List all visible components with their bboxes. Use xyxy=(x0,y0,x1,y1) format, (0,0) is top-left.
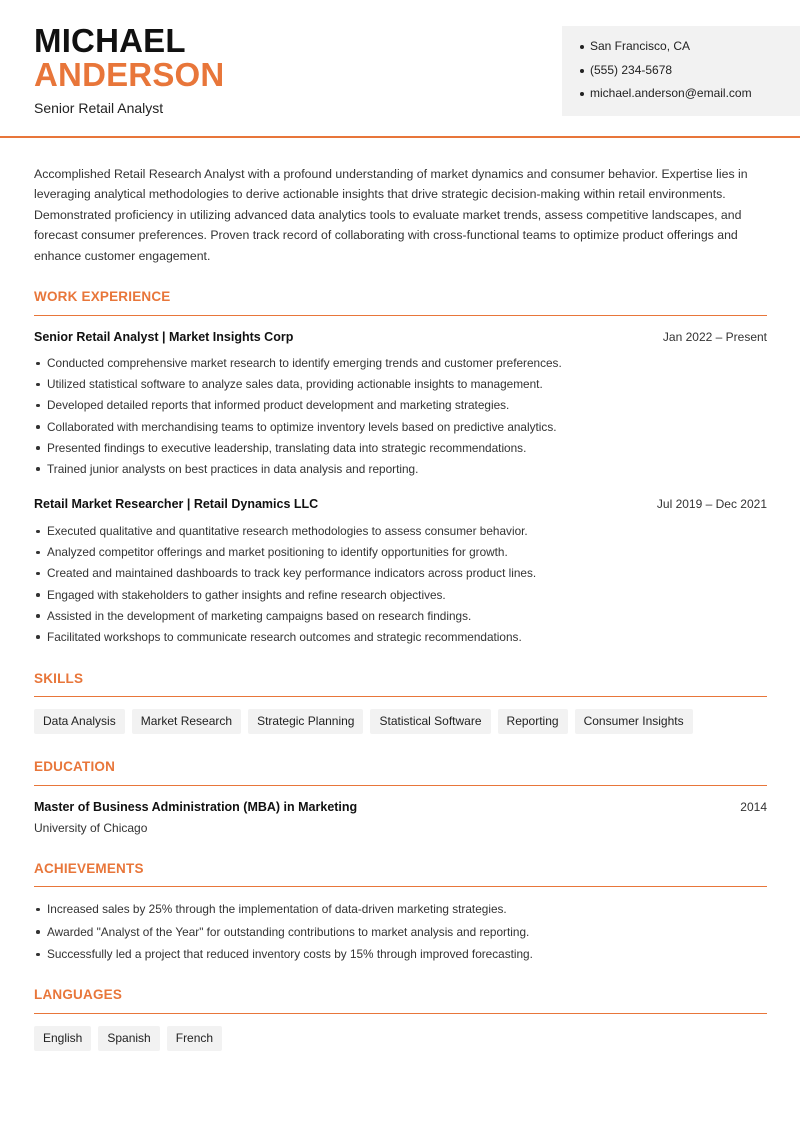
skill-chip: Statistical Software xyxy=(370,709,490,734)
section-divider xyxy=(34,785,767,786)
language-chip: French xyxy=(167,1026,222,1051)
list-item: Utilized statistical software to analyze sales data, providing actionable insights to management. xyxy=(34,376,767,397)
job-dates: Jul 2019 – Dec 2021 xyxy=(656,497,767,511)
last-name: ANDERSON xyxy=(34,56,225,93)
job-header xyxy=(34,497,767,511)
skill-chip: Market Research xyxy=(132,709,241,734)
section-divider xyxy=(34,886,767,887)
achievements-list xyxy=(34,901,767,969)
list-item: Analyzed competitor offerings and market positioning to identify opportunities for growth. xyxy=(34,544,767,565)
list-item: Successfully led a project that reduced inventory costs by 15% through improved forecasting. xyxy=(34,946,767,969)
section-title-skills: SKILLS xyxy=(34,671,84,686)
job-role: Senior Retail Analyst | Market Insights Corp xyxy=(34,330,294,344)
job-bullets xyxy=(34,523,767,650)
education-year: 2014 xyxy=(740,800,767,814)
job-dates: Jan 2022 – Present xyxy=(662,330,767,344)
list-item: Trained junior analysts on best practices in data analysis and reporting. xyxy=(34,461,767,482)
skill-chip: Consumer Insights xyxy=(575,709,693,734)
list-item: Facilitated workshops to communicate research outcomes and strategic recommendations. xyxy=(34,629,767,650)
list-item: Engaged with stakeholders to gather insights and refine research objectives. xyxy=(34,587,767,608)
list-item: Created and maintained dashboards to track key performance indicators across product lines. xyxy=(34,565,767,586)
education-school: University of Chicago xyxy=(34,821,148,835)
language-chip: Spanish xyxy=(98,1026,159,1051)
list-item: Assisted in the development of marketing campaigns based on research findings. xyxy=(34,608,767,629)
section-title-work-experience: WORK EXPERIENCE xyxy=(34,289,171,304)
resume-header xyxy=(0,0,800,138)
section-divider xyxy=(34,315,767,316)
first-name: MICHAEL xyxy=(34,22,186,59)
contact-email[interactable]: michael.anderson@email.com xyxy=(580,85,800,109)
skill-chip: Data Analysis xyxy=(34,709,125,734)
list-item: Collaborated with merchandising teams to optimize inventory levels based on predictive analytics. xyxy=(34,419,767,440)
education-degree: Master of Business Administration (MBA) in Marketing xyxy=(34,800,358,814)
section-divider xyxy=(34,696,767,697)
language-chip: English xyxy=(34,1026,91,1051)
section-title-education: EDUCATION xyxy=(34,759,116,774)
list-item: Increased sales by 25% through the implementation of data-driven marketing strategies. xyxy=(34,901,767,924)
list-item: Conducted comprehensive market research to identify emerging trends and customer preferences. xyxy=(34,355,767,376)
languages-list xyxy=(34,1026,222,1051)
contact-box xyxy=(562,26,800,116)
section-divider xyxy=(34,1013,767,1014)
job-role: Retail Market Researcher | Retail Dynamics LLC xyxy=(34,497,319,511)
skills-list xyxy=(34,709,693,734)
job-bullets xyxy=(34,355,767,482)
list-item: Developed detailed reports that informed product development and marketing strategies. xyxy=(34,397,767,418)
contact-location: San Francisco, CA xyxy=(580,38,800,62)
section-title-achievements: ACHIEVEMENTS xyxy=(34,861,144,876)
list-item: Awarded "Analyst of the Year" for outstanding contributions to market analysis and reporting. xyxy=(34,924,767,947)
list-item: Presented findings to executive leadership, translating data into strategic recommendations. xyxy=(34,440,767,461)
job-title: Senior Retail Analyst xyxy=(34,100,164,116)
skill-chip: Strategic Planning xyxy=(248,709,363,734)
list-item: Executed qualitative and quantitative research methodologies to assess consumer behavior. xyxy=(34,523,767,544)
contact-phone: (555) 234-5678 xyxy=(580,62,800,86)
skill-chip: Reporting xyxy=(498,709,568,734)
summary-paragraph: Accomplished Retail Research Analyst with a profound understanding of market dynamics and consumer behavior. Expertise lies in leveraging analytical methodologies to derive actionable insights that drive strategic decision-making within retail environments. Demonstrated proficiency in utilizing advanced data analytics tools to evaluate market trends, assess competitive landscapes, and forecast consumer preferences. Proven track record of collaborating with cross-functional teams to optimize product offerings and enhance customer engagement. xyxy=(34,167,748,263)
section-title-languages: LANGUAGES xyxy=(34,987,123,1002)
job-header xyxy=(34,330,767,344)
